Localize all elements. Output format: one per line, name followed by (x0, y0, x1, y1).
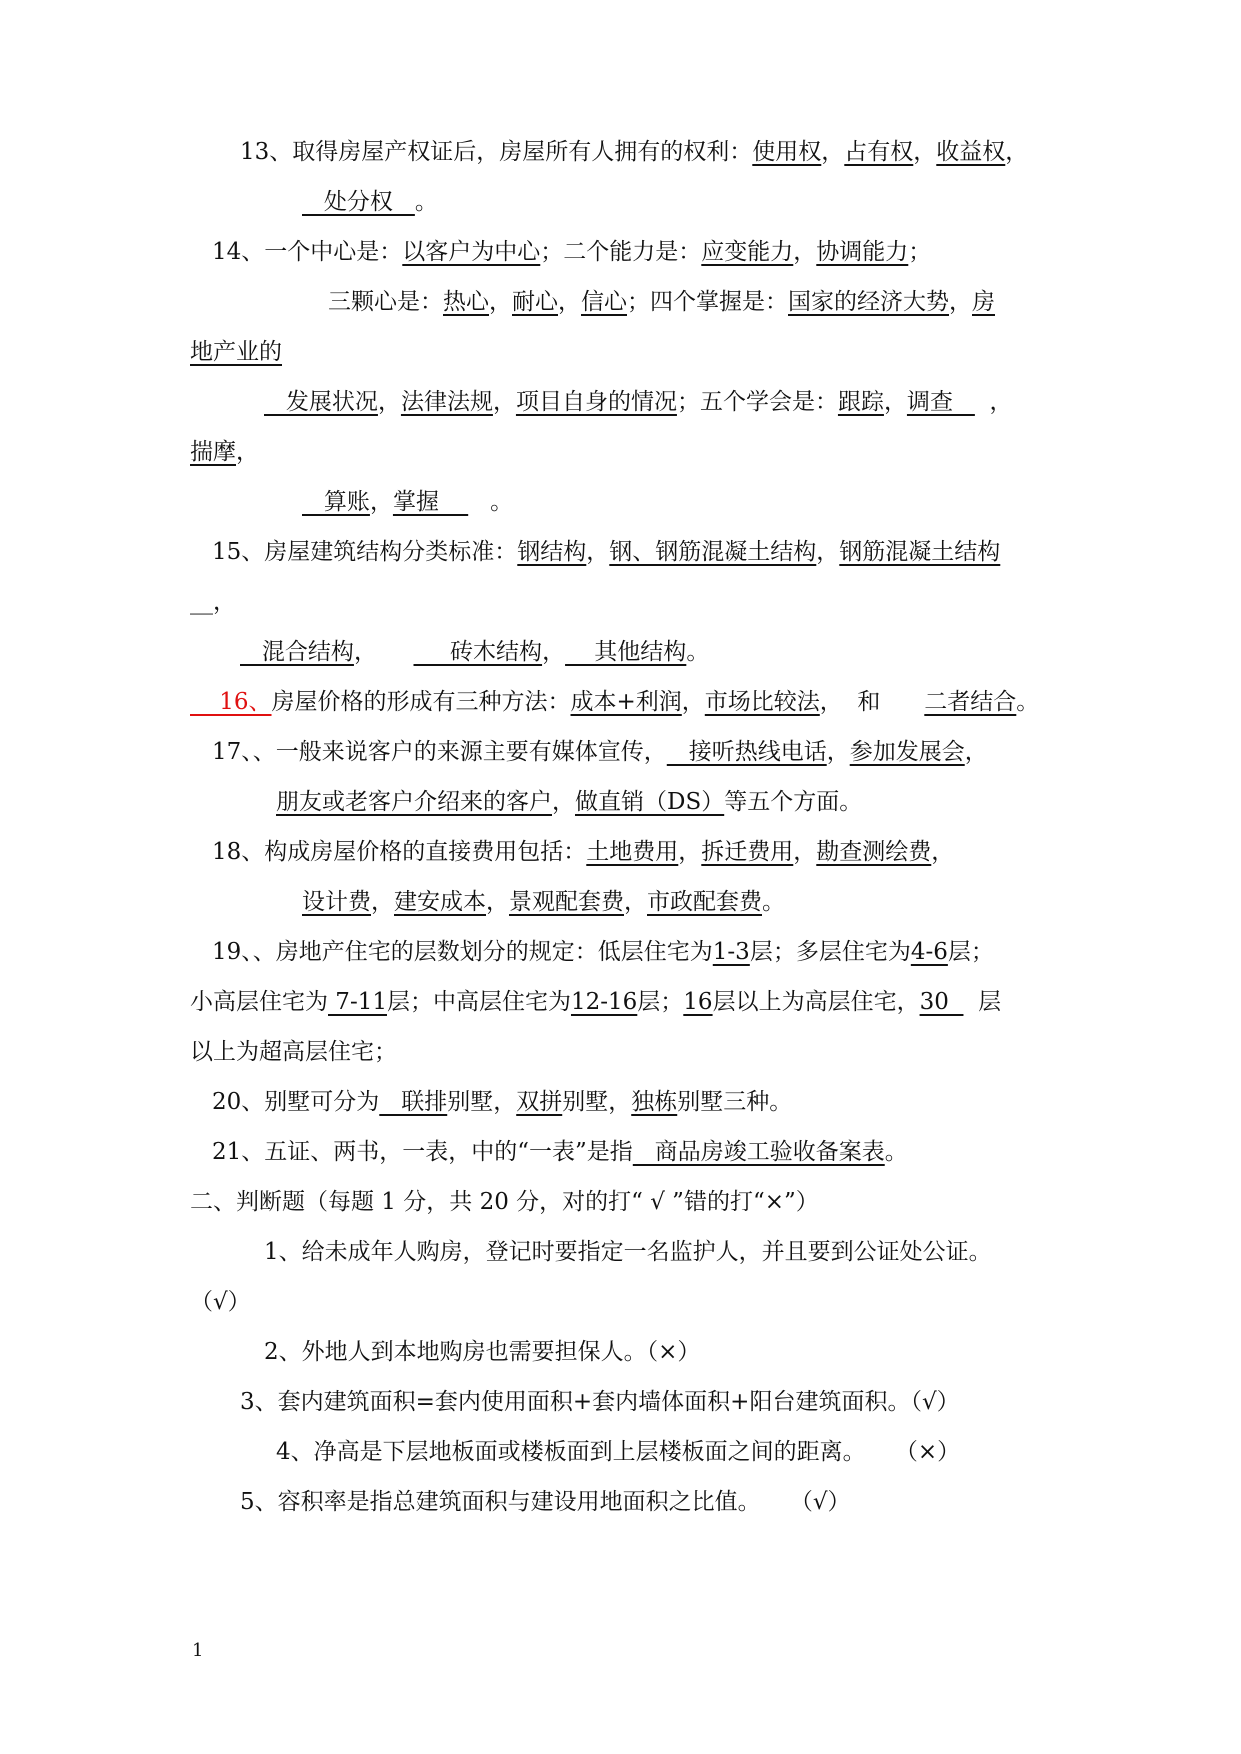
text-span: 。 (762, 889, 785, 915)
text-span: 4、净高是下层地板面或楼板面到上层楼板面之间的距离。 （×） (276, 1439, 961, 1465)
text-span: 三颗心是： (328, 289, 443, 315)
text-span: ， (793, 839, 817, 865)
answer-blank: 成本+利润 (570, 689, 682, 715)
text-span: 层； (637, 989, 684, 1015)
answer-blank: 拆迁费用 (701, 839, 794, 865)
text-line (190, 437, 1241, 467)
text-line (276, 787, 1241, 817)
answer-blank: 法律法规 (400, 389, 493, 415)
answer-blank: 双拼 (516, 1089, 563, 1115)
text-span: 。 (1016, 689, 1040, 715)
page-number: 1 (192, 1640, 204, 1661)
text-span: ， (377, 389, 401, 415)
text-line (240, 637, 1241, 667)
text-line (240, 1487, 1241, 1517)
text-span: 。 (468, 489, 514, 515)
answer-blank: 16、 (190, 689, 272, 715)
text-line (212, 737, 1241, 767)
text-span: ， (552, 789, 575, 815)
text-line (302, 187, 1241, 217)
answer-blank: 砖木结构 (413, 639, 543, 665)
text-span: 以上为超高层住宅； (190, 1039, 397, 1065)
text-span: 别墅三种。 (677, 1089, 793, 1115)
answer-blank: 土地费用 (586, 839, 679, 865)
text-span: ， (492, 389, 516, 415)
answer-blank: 房 (972, 289, 995, 315)
text-span: ， (949, 289, 972, 315)
text-line (190, 1037, 1241, 1067)
answer-blank: 占有权 (844, 139, 914, 165)
text-span: 别墅， (447, 1089, 517, 1115)
text-span: ， (678, 839, 702, 865)
text-span: ， (816, 539, 840, 565)
answer-blank: 市场比较法 (704, 689, 820, 715)
text-span: ； (908, 239, 932, 265)
text-span: ；二个能力是： (540, 239, 702, 265)
text-line (212, 1137, 1241, 1167)
answer-blank: 30 (919, 989, 964, 1015)
text-span: ， (793, 239, 817, 265)
text-span: 17、、一般来说客户的来源主要有媒体宣传， (212, 739, 667, 765)
text-span: ， (369, 489, 393, 515)
text-line (240, 1387, 1241, 1417)
answer-blank: 勘查测绘费 (816, 839, 932, 865)
text-span: 20、别墅可分为 (212, 1089, 380, 1115)
answer-blank: 参加发展会 (849, 739, 965, 765)
text-span: ， (681, 689, 705, 715)
text-span: ， (821, 139, 845, 165)
answer-blank: 收益权 (936, 139, 1006, 165)
text-span: 别墅， (562, 1089, 632, 1115)
text-span: ， 和 (819, 689, 925, 715)
answer-blank: 7-11 (328, 989, 387, 1015)
answer-blank: 处分权 (302, 189, 415, 215)
text-span: 等五个方面。 (724, 789, 863, 815)
answer-blank: 热心 (443, 289, 489, 315)
text-span: __， (190, 589, 236, 615)
text-line (212, 1087, 1241, 1117)
text-span: 5、容积率是指总建筑面积与建设用地面积之比值。 （√） (240, 1489, 851, 1515)
answer-blank: 协调能力 (816, 239, 909, 265)
text-span: 。 (884, 1139, 908, 1165)
answer-blank: 跟踪 (837, 389, 884, 415)
text-span: 21、五证、两书，一表，中的“一表”是指 (212, 1139, 633, 1165)
text-span: ， (913, 139, 937, 165)
text-line (264, 1237, 1241, 1267)
text-line (190, 1187, 1241, 1217)
answer-blank: 地产业的 (190, 339, 282, 365)
text-span: 2、外地人到本地购房也需要担保人。（×） (264, 1339, 701, 1365)
text-span: ， (883, 389, 907, 415)
text-line (264, 387, 1241, 417)
answer-blank: 应变能力 (701, 239, 794, 265)
text-span: ， (558, 289, 581, 315)
text-line (190, 587, 1241, 617)
answer-blank: 调查 (906, 389, 975, 415)
answer-blank: 以客户为中心 (402, 239, 541, 265)
answer-blank: 掌握 (392, 489, 469, 515)
text-span: 层；多层住宅为 (749, 939, 911, 965)
text-span: ；四个掌握是： (627, 289, 788, 315)
answer-blank: 钢结构 (517, 539, 587, 565)
answer-blank: 联排 (379, 1089, 448, 1115)
text-span: ， (586, 539, 610, 565)
answer-blank: 信心 (581, 289, 627, 315)
text-span: 房屋价格的形成有三种方法： (271, 689, 571, 715)
answer-blank: 独栋 (631, 1089, 678, 1115)
text-span: 层；中高层住宅为 (386, 989, 571, 1015)
answer-blank: 揣摩 (190, 439, 236, 465)
text-span: ， (964, 739, 988, 765)
text-span: 二、判断题（每题 1 分，共 20 分，对的打“ √ ”错的打“×”） (190, 1189, 819, 1215)
text-span: ， (353, 639, 414, 665)
text-span: 19、、房地产住宅的层数划分的规定：低层住宅为 (212, 939, 713, 965)
text-span: ；五个学会是： (676, 389, 838, 415)
answer-blank: 接听热线电话 (666, 739, 827, 765)
text-span: ， (542, 639, 566, 665)
text-span: ， (974, 389, 1013, 415)
answer-blank: 商品房竣工验收备案表 (632, 1139, 885, 1165)
answer-blank: 钢、钢筋混凝土结构 (609, 539, 817, 565)
text-span: 1、给未成年人购房，登记时要指定一名监护人，并且要到公证处公证。 (264, 1239, 992, 1265)
text-span: ， (1005, 139, 1029, 165)
text-span: 。 (686, 639, 710, 665)
text-span: ， (826, 739, 850, 765)
text-span: ， (931, 839, 955, 865)
answer-blank: 算账 (302, 489, 370, 515)
text-span: ， (489, 289, 512, 315)
answer-blank: 4-6 (910, 939, 948, 965)
text-line (212, 937, 1241, 967)
text-span: 18、构成房屋价格的直接费用包括： (212, 839, 587, 865)
text-line (190, 337, 1241, 367)
text-line (190, 1287, 1241, 1317)
text-line (240, 137, 1241, 167)
answer-blank: 16 (683, 989, 713, 1015)
text-line (276, 1437, 1241, 1467)
answer-blank: 景观配套费 (509, 889, 624, 915)
answer-blank: 1-3 (712, 939, 750, 965)
answer-blank: 12-16 (570, 989, 638, 1015)
answer-blank: 国家的经济大势 (788, 289, 949, 315)
answer-blank: 使用权 (752, 139, 822, 165)
text-line (328, 287, 1241, 317)
text-span: 14、一个中心是： (212, 239, 403, 265)
text-line (212, 837, 1241, 867)
answer-blank: 市政配套费 (647, 889, 762, 915)
text-span: 3、套内建筑面积=套内使用面积+套内墙体面积+阳台建筑面积。（√） (240, 1389, 960, 1415)
text-span: ， (624, 889, 647, 915)
answer-blank: 耐心 (512, 289, 558, 315)
answer-blank: 发展状况 (264, 389, 378, 415)
text-line (302, 887, 1241, 917)
answer-blank: 朋友或老客户介绍来的客户 (276, 789, 552, 815)
text-line (190, 687, 1241, 717)
text-span: ， (486, 889, 509, 915)
answer-blank: 二者结合 (924, 689, 1017, 715)
text-span: 13、取得房屋产权证后，房屋所有人拥有的权利： (240, 139, 753, 165)
text-span: 小高层住宅为 (190, 989, 328, 1015)
text-span: 15、房屋建筑结构分类标准： (212, 539, 518, 565)
text-line (264, 1337, 1241, 1367)
answer-blank: 钢筋混凝土结构 (839, 539, 1001, 565)
answer-blank: 建安成本 (394, 889, 486, 915)
text-span: （√） (190, 1289, 251, 1315)
answer-blank: 其他结构 (565, 639, 687, 665)
text-line (212, 237, 1241, 267)
text-span: 层 (963, 989, 1002, 1015)
text-span: 。 (414, 189, 438, 215)
text-span: ， (236, 439, 259, 465)
text-span: ， (371, 889, 394, 915)
text-line (190, 987, 1241, 1017)
answer-blank: 项目自身的情况 (515, 389, 677, 415)
answer-blank: 设计费 (302, 889, 371, 915)
answer-blank: 混合结构 (240, 639, 354, 665)
text-line (302, 487, 1241, 517)
text-line (212, 537, 1241, 567)
answer-blank: 做直销（DS） (575, 789, 725, 815)
text-span: 层； (947, 939, 994, 965)
text-span: 层以上为高层住宅， (712, 989, 920, 1015)
